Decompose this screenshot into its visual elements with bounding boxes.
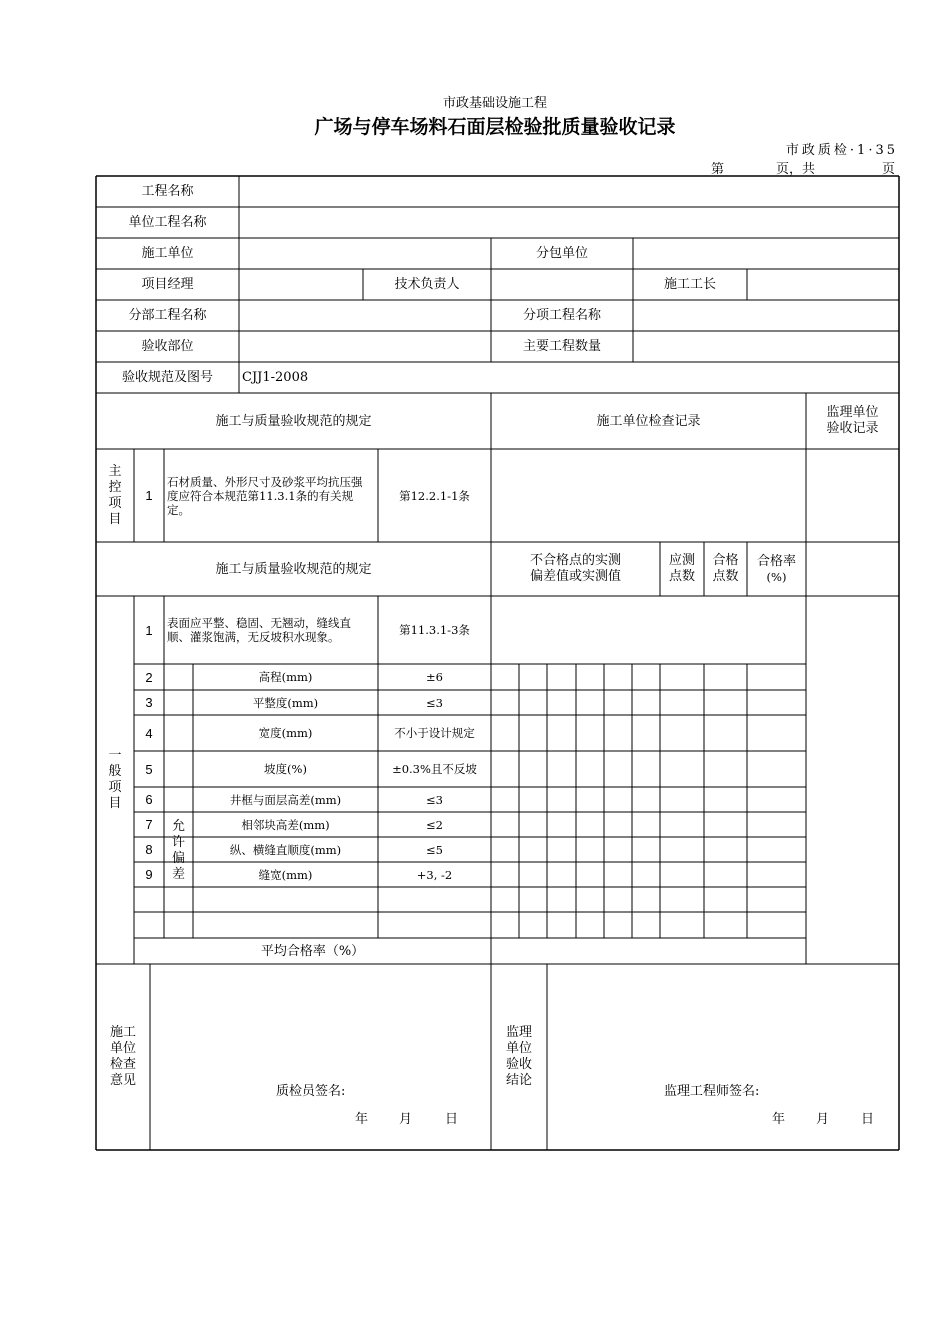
form-subtitle: 市政基础设施工程 [442,96,547,111]
check-record-header: 施工单位检查记录 [596,413,701,429]
allow-char-4: 差 [171,867,185,882]
tolerance-row-name: 坡度(%) [264,762,307,776]
construction-opinion-line4: 意见 [109,1073,136,1088]
measured-header-line2: 点数 [668,569,695,584]
foreman-field[interactable] [747,269,899,300]
tolerance-row-value: +3, -2 [416,867,453,882]
foreman-label: 施工工长 [663,277,716,292]
subcontract-unit-field[interactable] [633,238,899,269]
unit-project-field[interactable] [239,207,899,238]
project-name-label: 工程名称 [141,184,194,199]
project-name-field[interactable] [239,176,899,207]
tolerance-row-no: 9 [145,867,153,882]
general-item1-clause: 第11.3.1-3条 [399,623,470,637]
construction-opinion-line2: 单位 [109,1041,136,1056]
inspector-year: 年 [355,1112,369,1127]
tolerance-row-no: 6 [145,792,153,807]
spec-header: 施工与质量验收规范的规定 [215,413,372,429]
supervisor-signature-label: 监理工程师签名: [664,1084,760,1099]
tolerance-row-name: 纵、横缝直顺度(mm) [229,842,342,857]
subitem-field[interactable] [633,300,899,331]
main-control-char-1: 主 [108,463,122,479]
tolerance-row-name: 缝宽(mm) [258,867,313,882]
general-items-label [96,596,134,964]
tolerance-row-no: 3 [145,695,153,710]
qualified-points-header [704,542,747,596]
general-item1-text: 表面应平整、稳固、无翘动，缝线直顺、灌浆饱满，无反坡积水现象。 [167,616,351,644]
standard-value[interactable]: CJJ1-2008 [242,370,309,385]
general-spec-header: 施工与质量验收规范的规定 [215,561,372,577]
page-label-di: 第 [711,162,725,177]
rate-header [747,542,806,596]
main-control-no: 1 [145,488,153,503]
deviation-header [491,542,660,596]
supervision-conclusion-label [491,964,547,1150]
construction-unit-field[interactable] [239,238,491,269]
construction-opinion-line1: 施工 [109,1025,136,1040]
construction-opinion-line3: 检查 [109,1057,136,1072]
construction-unit-label: 施工单位 [141,246,194,261]
allow-char-1: 允 [171,819,185,834]
standard-label: 验收规范及图号 [121,370,213,385]
page-label-ye: 页 [882,162,896,177]
rate-header-line2: (%) [766,570,787,584]
avg-rate-field[interactable] [491,938,806,964]
supervision-conclusion-line1: 监理 [505,1025,532,1040]
supervision-conclusion-line2: 单位 [505,1041,532,1056]
measured-points-header [660,542,704,596]
allow-deviation-label [164,664,193,938]
deviation-header-line2: 偏差值或实测值 [529,569,621,584]
subcontract-unit-label: 分包单位 [535,246,588,261]
allow-char-3: 偏 [171,851,185,866]
main-control-char-4: 目 [108,511,122,527]
tolerance-row-name: 相邻块高差(mm) [241,817,330,832]
supervisor-month: 月 [816,1112,830,1127]
supervision-conclusion-line3: 验收 [505,1057,532,1072]
project-manager-field[interactable] [239,269,363,300]
general-char-4: 目 [108,796,122,811]
tolerance-row-name: 井框与面层高差(mm) [229,792,342,807]
tolerance-row-value: 不小于设计规定 [394,726,475,740]
general-char-2: 般 [108,764,122,779]
general-char-3: 项 [108,780,122,795]
tech-leader-field[interactable] [491,269,633,300]
project-manager-label: 项目经理 [141,277,194,292]
acceptance-part-label: 验收部位 [141,339,194,354]
division-label: 分部工程名称 [128,308,207,323]
tolerance-row-no: 5 [145,761,153,777]
tolerance-row-no: 8 [145,842,153,857]
main-quantity-field[interactable] [633,331,899,362]
construction-opinion-label [96,964,150,1150]
page-label-ye-gong: 页，共 [776,162,816,177]
tolerance-row-value: ≤3 [426,792,443,807]
main-control-check-field[interactable] [491,449,806,542]
tolerance-row-value: ≤2 [426,817,443,832]
main-control-supervisor-field[interactable] [806,449,899,542]
main-control-label [96,449,134,542]
unit-project-label: 单位工程名称 [128,215,207,230]
inspector-day: 日 [445,1112,459,1127]
subitem-label: 分项工程名称 [522,308,601,323]
tolerance-row-name: 宽度(mm) [258,726,313,740]
tolerance-row-no: 7 [145,817,153,832]
tolerance-row-no: 2 [145,669,153,685]
qualified-header-line2: 点数 [712,569,739,584]
supervisor-day: 日 [861,1112,875,1127]
main-control-text: 石材质量、外形尺寸及砂浆平均抗压强度应符合本规范第11.3.1条的有关规定。 [167,474,363,517]
main-control-char-3: 项 [108,495,122,511]
supervisor-year: 年 [772,1112,786,1127]
acceptance-part-field[interactable] [239,331,491,362]
main-control-char-2: 控 [108,479,122,495]
tech-leader-label: 技术负责人 [394,277,460,292]
form-title: 广场与停车场料石面层检验批质量验收记录 [314,116,676,138]
tolerance-row-no: 4 [145,725,153,741]
inspector-signature-label: 质检员签名: [276,1084,346,1099]
avg-rate-label: 平均合格率（%） [260,943,365,959]
division-field[interactable] [239,300,491,331]
supervision-conclusion-line4: 结论 [505,1073,532,1088]
tolerance-row-value: ±0.3%且不反坡 [392,762,477,776]
tolerance-row-value: ≤5 [426,842,443,857]
qualified-header-line1: 合格 [712,553,739,568]
general-char-1: 一 [108,748,122,763]
tolerance-row-value: ±6 [426,670,443,684]
supervisor-header-line2: 验收记录 [826,421,879,436]
form-number: 市政质检·1·35 [785,143,898,158]
allow-char-2: 许 [171,835,185,850]
tolerance-row-name: 平整度(mm) [252,695,319,710]
tolerance-row-value: ≤3 [426,695,443,710]
main-control-clause: 第12.2.1-1条 [399,488,470,503]
supervisor-record-header [806,393,899,449]
measured-header-line1: 应测 [668,553,695,568]
supervisor-header-line1: 监理单位 [826,405,879,420]
general-item1-no: 1 [145,622,153,638]
deviation-header-line1: 不合格点的实测 [529,553,621,568]
tolerance-row-name: 高程(mm) [258,670,313,684]
main-quantity-label: 主要工程数量 [522,339,601,354]
inspector-month: 月 [399,1112,413,1127]
rate-header-line1: 合格率 [756,554,796,569]
